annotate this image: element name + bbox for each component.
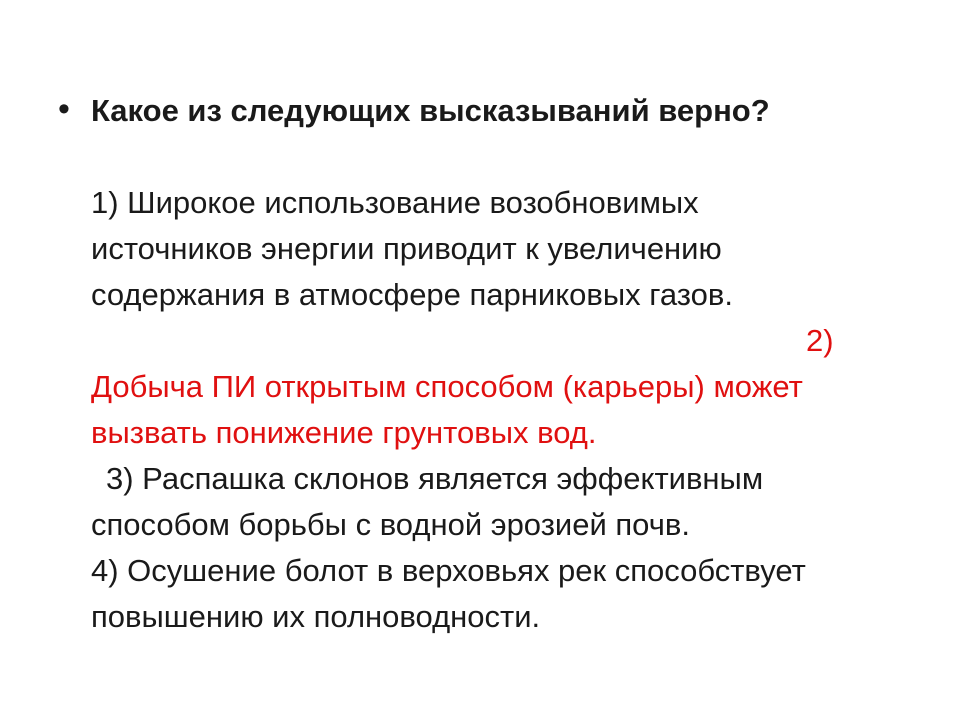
question-text: Какое из следующих высказываний верно?: [91, 93, 770, 128]
option-1-line-2: источников энергии приводит к увеличению: [91, 231, 722, 266]
option-2-line-1: Добыча ПИ открытым способом (карьеры) может: [91, 369, 803, 404]
bullet-icon: •: [58, 90, 70, 128]
option-4-line-2: повышению их полноводности.: [91, 599, 541, 634]
option-1-line-3: содержания в атмосфере парниковых газов.: [91, 277, 733, 312]
option-3-line-1: 3) Распашка склонов является эффективным: [106, 461, 764, 496]
option-4-line-1: 4) Осушение болот в верховьях рек способствует: [91, 553, 806, 588]
option-2-line-2: вызвать понижение грунтовых вод.: [91, 415, 597, 450]
option-1-line-1: 1) Широкое использование возобновимых: [91, 185, 699, 220]
option-3-line-2: способом борьбы с водной эрозией почв.: [91, 507, 690, 542]
option-2-label: 2): [806, 323, 834, 358]
